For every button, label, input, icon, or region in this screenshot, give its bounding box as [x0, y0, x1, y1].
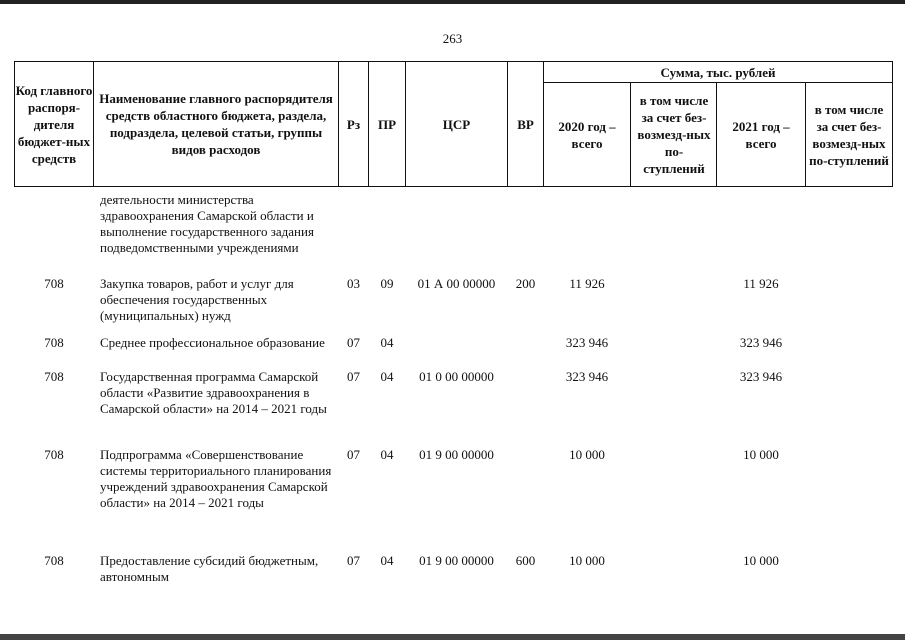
header-2021-total: 2021 год – всего — [732, 118, 790, 151]
row-code: 708 — [44, 276, 64, 291]
header-csr: ЦСР — [442, 116, 471, 132]
row-2020: 11 926 — [569, 276, 605, 291]
scan-bottom-edge — [0, 634, 905, 640]
row-rz: 07 — [347, 335, 360, 350]
row-name: Среднее профессиональное образование — [100, 335, 325, 350]
row-name: Подпрограмма «Совершенствование системы территориального планирования учреждений здравоохранения Самарской области» на 2014 – 2021 годы — [100, 447, 332, 510]
row-code: 708 — [44, 447, 64, 462]
header-pr: ПР — [377, 116, 397, 132]
header-code: Код главного распоря-дителя бюджет-ных средств — [15, 82, 93, 166]
header-2020-free: в том числе за счет без-возмезд-ных по-ступлений — [637, 93, 711, 176]
row-vr: 600 — [515, 553, 536, 568]
row-rz: 07 — [347, 369, 360, 384]
row-2021: 323 946 — [739, 369, 783, 384]
row-2021: 323 946 — [739, 335, 783, 350]
row-2020: 323 946 — [565, 335, 609, 350]
row-rz: 03 — [347, 276, 360, 291]
row-code: 708 — [44, 369, 64, 384]
row-name: Государственная программа Самарской области «Развитие здравоохранения в Самарской области» на 2014 – 2021 годы — [100, 369, 327, 416]
row-csr: 01 9 00 00000 — [419, 553, 494, 568]
row-2020: 10 000 — [569, 447, 605, 462]
row-2020: 10 000 — [569, 553, 605, 568]
page-number: 263 — [442, 31, 463, 46]
row-rz: 07 — [347, 553, 360, 568]
row-pr: 09 — [380, 276, 394, 291]
header-name: Наименование главного распорядителя средств областного бюджета, раздела, подраздела, целевой статьи, группы видов расходов — [99, 91, 333, 157]
row-name: Закупка товаров, работ и услуг для обеспечения государственных (муниципальных) нужд — [100, 276, 294, 323]
header-2020-total: 2020 год – всего — [558, 118, 616, 151]
row-vr: 200 — [515, 276, 536, 291]
row-csr: 01 А 00 00000 — [417, 276, 496, 291]
row-2021: 10 000 — [743, 553, 779, 568]
header-rz: Рз — [346, 116, 361, 132]
row-2021: 11 926 — [743, 276, 779, 291]
row-pr: 04 — [380, 335, 394, 350]
row-code: 708 — [44, 335, 64, 350]
row-2021: 10 000 — [743, 447, 779, 462]
row-rz: 07 — [347, 447, 360, 462]
header-sum: Сумма, тыс. рублей — [660, 64, 776, 80]
scan-top-edge — [0, 0, 905, 4]
row-csr: 01 0 00 00000 — [419, 369, 494, 384]
header-2021-free: в том числе за счет без-возмезд-ных по-ступлений — [809, 101, 889, 168]
row-2020: 323 946 — [565, 369, 609, 384]
header-vr: ВР — [517, 116, 534, 132]
row-pr: 04 — [380, 447, 394, 462]
row-pr: 04 — [380, 369, 394, 384]
row-code: 708 — [44, 553, 64, 568]
row-pr: 04 — [380, 553, 394, 568]
row-csr: 01 9 00 00000 — [419, 447, 494, 462]
row-name: деятельности министерства здравоохранения Самарской области и выполнение государственного задания подведомственными учреждениями — [100, 192, 314, 255]
row-name: Предоставление субсидий бюджетным, автономным — [100, 553, 319, 584]
